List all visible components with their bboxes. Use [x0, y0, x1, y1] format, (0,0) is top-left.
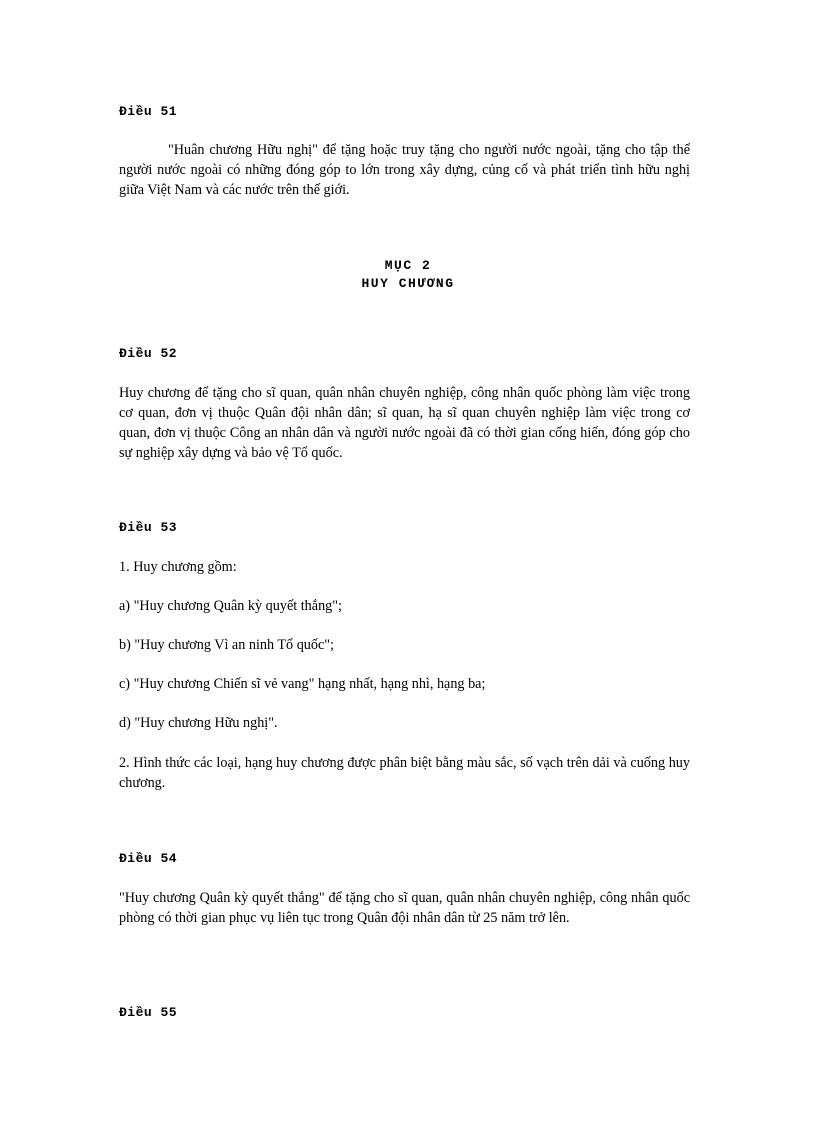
article-55-heading: Điều 55: [119, 1005, 178, 1020]
article-51-heading: Điều 51: [119, 104, 178, 119]
article-54-heading: Điều 54: [119, 851, 178, 866]
article-52-heading: Điều 52: [119, 346, 178, 361]
article-53-item-c: c) "Huy chương Chiến sĩ vẻ vang" hạng nhất, hạng nhì, hạng ba;: [119, 676, 486, 692]
article-53-item-a: a) "Huy chương Quân kỳ quyết thắng";: [119, 598, 342, 614]
article-53-item-1: 1. Huy chương gồm:: [119, 559, 237, 575]
article-51-text: "Huân chương Hữu nghị" để tặng hoặc truy tặng cho người nước ngoài, tặng cho tập thể người nước ngoài có những đóng góp to lớn trong xây dựng, củng cố và phát triển tình hữu nghị giữa Việt Nam và các nước trên thế giới.: [119, 142, 690, 198]
section-2-title: HUY CHƯƠNG: [361, 276, 455, 291]
article-53-heading: Điều 53: [119, 520, 178, 535]
article-53-item-b: b) "Huy chương Vì an ninh Tổ quốc";: [119, 637, 335, 653]
section-2-number: MỤC 2: [384, 258, 432, 273]
article-53-item-d: d) "Huy chương Hữu nghị".: [119, 715, 278, 731]
article-52-text: Huy chương để tặng cho sĩ quan, quân nhân chuyên nghiệp, công nhân quốc phòng làm việc trong cơ quan, đơn vị thuộc Quân đội nhân dân; sĩ quan, hạ sĩ quan chuyên nghiệp làm việc trong cơ quan, đơn vị thuộc Công an nhân dân và người nước ngoài đã có thời gian cống hiến, đóng góp cho sự nghiệp xây dựng và bảo vệ Tổ quốc.: [119, 385, 690, 461]
article-53-item-2: 2. Hình thức các loại, hạng huy chương được phân biệt bằng màu sắc, số vạch trên dải và cuống huy chương.: [119, 755, 690, 791]
article-54-text: "Huy chương Quân kỳ quyết thắng" để tặng cho sĩ quan, quân nhân chuyên nghiệp, công nhân quốc phòng có thời gian phục vụ liên tục trong Quân đội nhân dân từ 25 năm trở lên.: [119, 890, 690, 926]
